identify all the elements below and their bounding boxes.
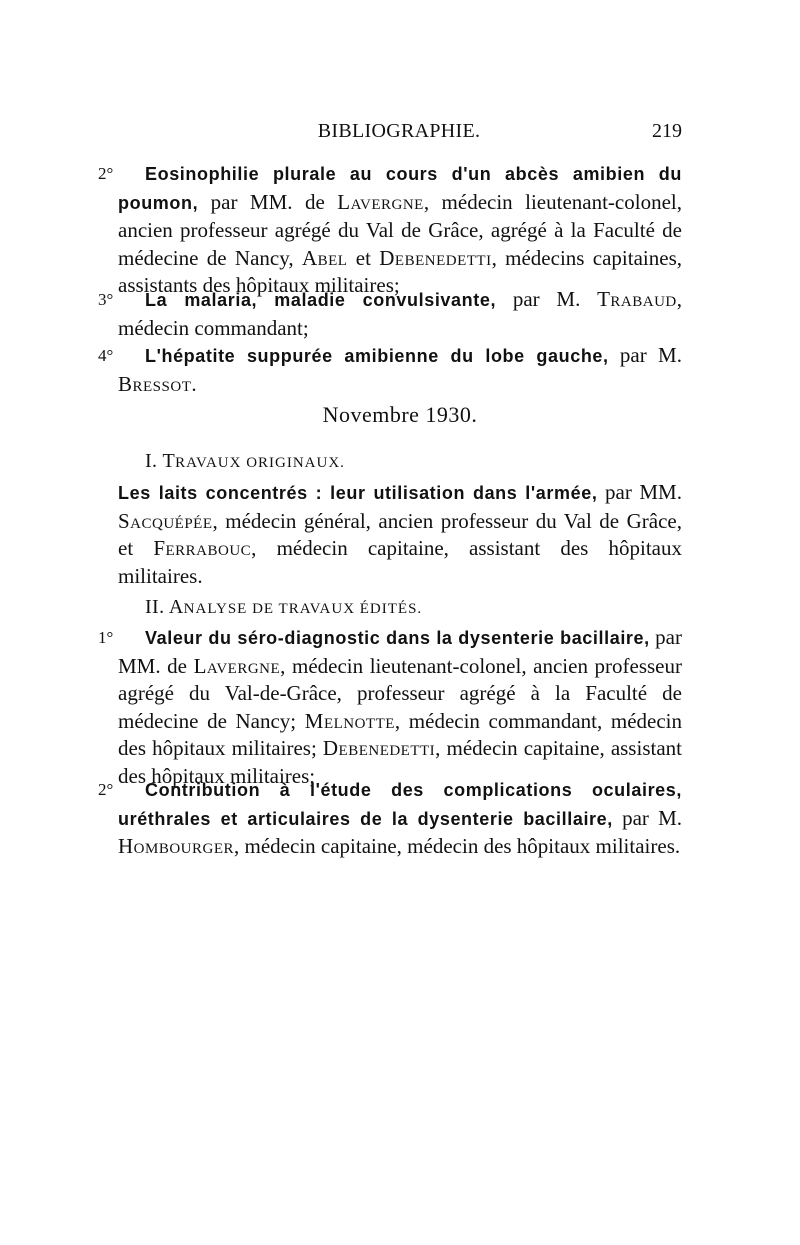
- article-title: Valeur du séro-diagnostic dans la dysenterie bacillaire,: [145, 628, 650, 648]
- list-item: 2° Eosinophilie plurale au cours d'un abcès amibien du poumon, par MM. de Lavergne, médecin lieutenant-colonel, ancien professeur agrégé du Val de Grâce, agrégé à la Faculté de médecine de Nancy, Abel et Debenedetti, médecins capitaines, assistants des hôpitaux militaires;: [118, 160, 682, 300]
- running-head: [116, 120, 682, 146]
- running-title: BIBLIOGRAPHIE.: [317, 120, 481, 142]
- list-item: Les laits concentrés : leur utilisation dans l'armée, par MM. Sacquépée, médecin général, ancien professeur du Val de Grâce, et Ferrabouc, médecin capitaine, assistant des hôpitaux militaires.: [118, 480, 682, 588]
- author-name: Hombourger: [118, 834, 235, 858]
- section-heading: I. TRAVAUX ORIGINAUX.: [145, 450, 345, 472]
- article-title: La malaria, maladie convulsivante,: [145, 290, 497, 310]
- item-number: 3°: [98, 290, 114, 309]
- item-number: 2°: [98, 780, 114, 799]
- author-name: Sacquépée: [118, 508, 213, 533]
- item-number: 4°: [98, 346, 114, 365]
- article-title: Contribution à l'étude des complications oculaires, uréthrales et articulaires de la dysenterie bacillaire,: [118, 780, 682, 829]
- list-item: 2° Contribution à l'étude des complications oculaires, uréthrales et articulaires de la dysenterie bacillaire, par M. Hombourger, médecin capitaine, médecin des hôpitaux militaires.: [118, 776, 682, 861]
- page-number: 219: [652, 120, 682, 142]
- author-name: Lavergne: [193, 653, 281, 678]
- author-name: Lavergne: [337, 189, 424, 214]
- list-item: 1° Valeur du séro-diagnostic dans la dysenterie bacillaire, par MM. de Lavergne, médecin lieutenant-colonel, ancien professeur agrégé du Val-de-Grâce, professeur agrégé à la Faculté de médecine de Nancy; Melnotte, médecin commandant, médecin des hôpitaux militaires; Debenedetti, médecin capitaine, assistant des hôpitaux militaires;: [98, 625, 682, 788]
- article-title: L'hépatite suppurée amibienne du lobe gauche,: [145, 346, 609, 366]
- author-name: Debenedetti: [322, 736, 436, 760]
- author-name: Debenedetti: [379, 245, 492, 270]
- article-title: Les laits concentrés : leur utilisation dans l'armée,: [118, 483, 598, 503]
- article-title: Eosinophilie plurale au cours d'un abcès amibien du poumon,: [118, 164, 682, 213]
- author-name: Trabaud: [597, 287, 677, 311]
- author-name: Ferrabouc: [153, 536, 252, 560]
- list-item: 3° La malaria, maladie convulsivante, par M. Trabaud, médecin commandant;: [98, 287, 682, 340]
- author-name: Bressot: [118, 371, 192, 396]
- list-item: 4° L'hépatite suppurée amibienne du lobe gauche, par M. Bressot.: [98, 343, 682, 396]
- author-name: Abel: [301, 245, 348, 270]
- section-heading: II. ANALYSE DE TRAVAUX ÉDITÉS.: [145, 596, 423, 618]
- month-heading: Novembre 1930.: [322, 402, 478, 427]
- author-name: Melnotte: [304, 708, 395, 733]
- item-number: 2°: [98, 164, 114, 183]
- item-number: 1°: [98, 628, 114, 647]
